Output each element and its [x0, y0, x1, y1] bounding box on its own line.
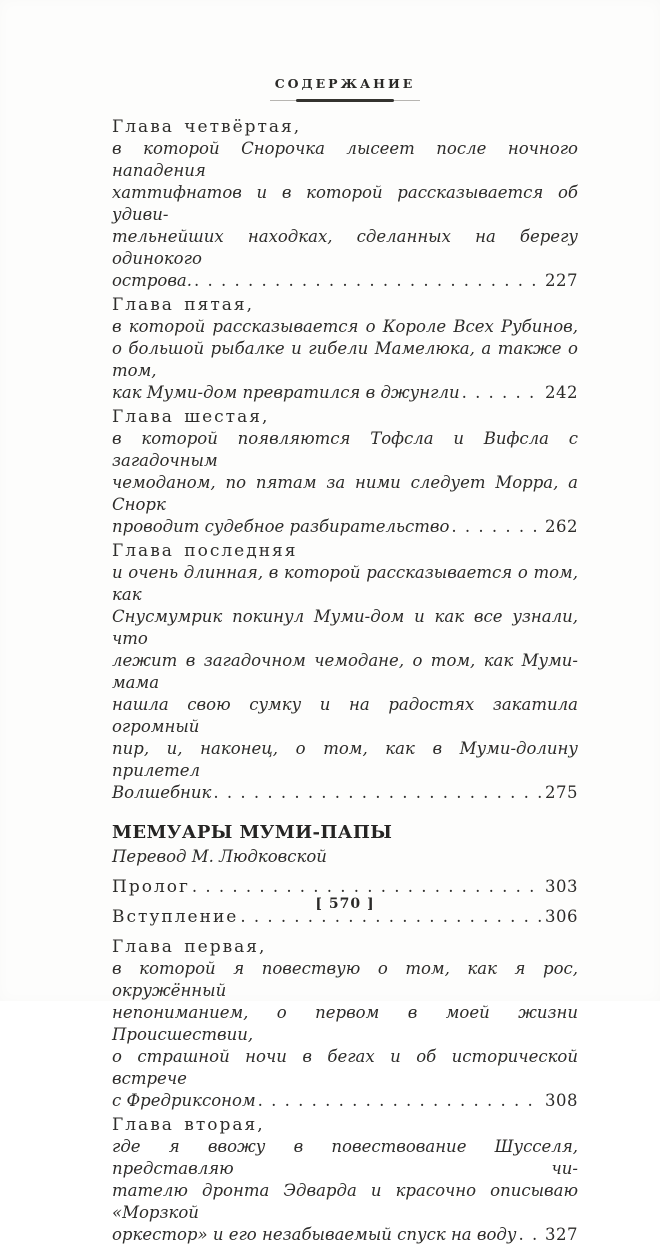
toc-entry-heading: Глава первая, [112, 937, 267, 957]
toc-entry-tail: Волшебник [112, 783, 212, 802]
toc-page-number: 227 [545, 271, 578, 290]
toc-entry-line: о страшной ночи в бегах и об исторической встрече [112, 1047, 578, 1088]
toc-entry-line: нашла свою сумку и на радостях закатила огромный [112, 695, 578, 736]
page-header [112, 0, 578, 102]
toc-entry-tail: как Муми-дом превратился в джунгли [112, 383, 460, 402]
section-title: МЕМУАРЫ МУМИ-ПАПЫ [112, 822, 393, 843]
table-of-contents [112, 116, 578, 1246]
toc-entry [112, 406, 578, 538]
toc-entry-line: тателю дронта Эдварда и красочно описываю «Морзкой [112, 1181, 578, 1222]
toc-entry-line: лежит в загадочном чемодане, о том, как Муми-мама [112, 651, 578, 692]
toc-entry-line: о большой рыбалке и гибели Мамелюка, а также о том, [112, 339, 578, 380]
toc-entry-line: хаттифнатов и в которой рассказывается об удиви- [112, 183, 578, 224]
contents-title: СОДЕРЖАНИЕ [274, 76, 416, 91]
dot-leader [518, 1224, 542, 1246]
toc-page-number: 308 [545, 1091, 578, 1110]
toc-entry-tail-row [112, 270, 578, 292]
toc-entry-heading: Глава четвёртая, [112, 117, 302, 137]
toc-entry-tail-row [112, 1090, 578, 1112]
ornament-rule [270, 99, 420, 102]
toc-entry-line: в которой я повествую о том, как я рос, окружённый [112, 959, 578, 1000]
dot-leader [462, 382, 542, 404]
toc-page-number: 306 [545, 907, 578, 926]
toc-page-number: 327 [545, 1225, 578, 1244]
dot-leader [192, 876, 542, 898]
toc-page-number: 275 [545, 783, 578, 802]
toc-entry-line: в которой появляются Тофсла и Вифсла с загадочным [112, 429, 578, 470]
toc-entry-line: в которой рассказывается о Короле Всех Рубинов, [112, 317, 578, 336]
ornament-rule-thick [296, 99, 394, 102]
toc-entry-tail-row [112, 782, 578, 804]
dot-leader [258, 1090, 542, 1112]
toc-entry-line: в которой Снорочка лысеет после ночного нападения [112, 139, 578, 180]
toc-entry-line: пир, и, наконец, о том, как в Муми-долину прилетел [112, 739, 578, 780]
toc-entry-line: и очень длинная, в которой рассказывается о том, как [112, 563, 578, 604]
dot-leader [213, 782, 542, 804]
toc-entry-tail-row [112, 382, 578, 404]
toc-entry-line: тельнейших находках, сделанных на берегу одинокого [112, 227, 578, 268]
dot-leader [194, 270, 542, 292]
toc-entry [112, 294, 578, 404]
toc-entry-line: Снусмумрик покинул Муми-дом и как все узнали, что [112, 607, 578, 648]
toc-entry-tail: с Фредриксоном [112, 1091, 256, 1110]
toc-entry [112, 116, 578, 292]
toc-simple-label: Вступление [112, 907, 239, 927]
toc-entry-line: непониманием, о первом в моей жизни Происшествии, [112, 1003, 578, 1044]
toc-entry [112, 936, 578, 1112]
toc-entry-line: чемоданом, по пятам за ними следует Морра, а Снорк [112, 473, 578, 514]
toc-entry-heading: Глава вторая, [112, 1115, 265, 1135]
toc-entry-tail: проводит судебное разбирательство [112, 517, 450, 536]
toc-entry [112, 540, 578, 804]
toc-page-number: 242 [545, 383, 578, 402]
section-heading [112, 821, 578, 868]
toc-simple-label: Пролог [112, 877, 190, 897]
dot-leader [451, 516, 542, 538]
toc-entry-heading: Глава шестая, [112, 407, 270, 427]
toc-page-number: 262 [545, 517, 578, 536]
toc-entry-tail: острова. [112, 271, 193, 290]
page-footer-folio: [ 570 ] [315, 896, 375, 912]
toc-entry-tail-row [112, 516, 578, 538]
toc-entry-line: где я ввожу в повествование Шусселя, представляю чи- [112, 1137, 578, 1178]
page-content [112, 0, 578, 1246]
toc-entry-tail-row [112, 1224, 578, 1246]
toc-entry-heading: Глава пятая, [112, 295, 255, 315]
toc-page-number: 303 [545, 877, 578, 896]
toc-entry-heading: Глава последняя [112, 541, 298, 561]
section-subtitle: Перевод М. Людковской [112, 847, 327, 866]
toc-entry [112, 1114, 578, 1246]
toc-simple-entry [112, 876, 578, 898]
toc-entry-tail: оркестор» и его незабываемый спуск на воду [112, 1225, 517, 1244]
